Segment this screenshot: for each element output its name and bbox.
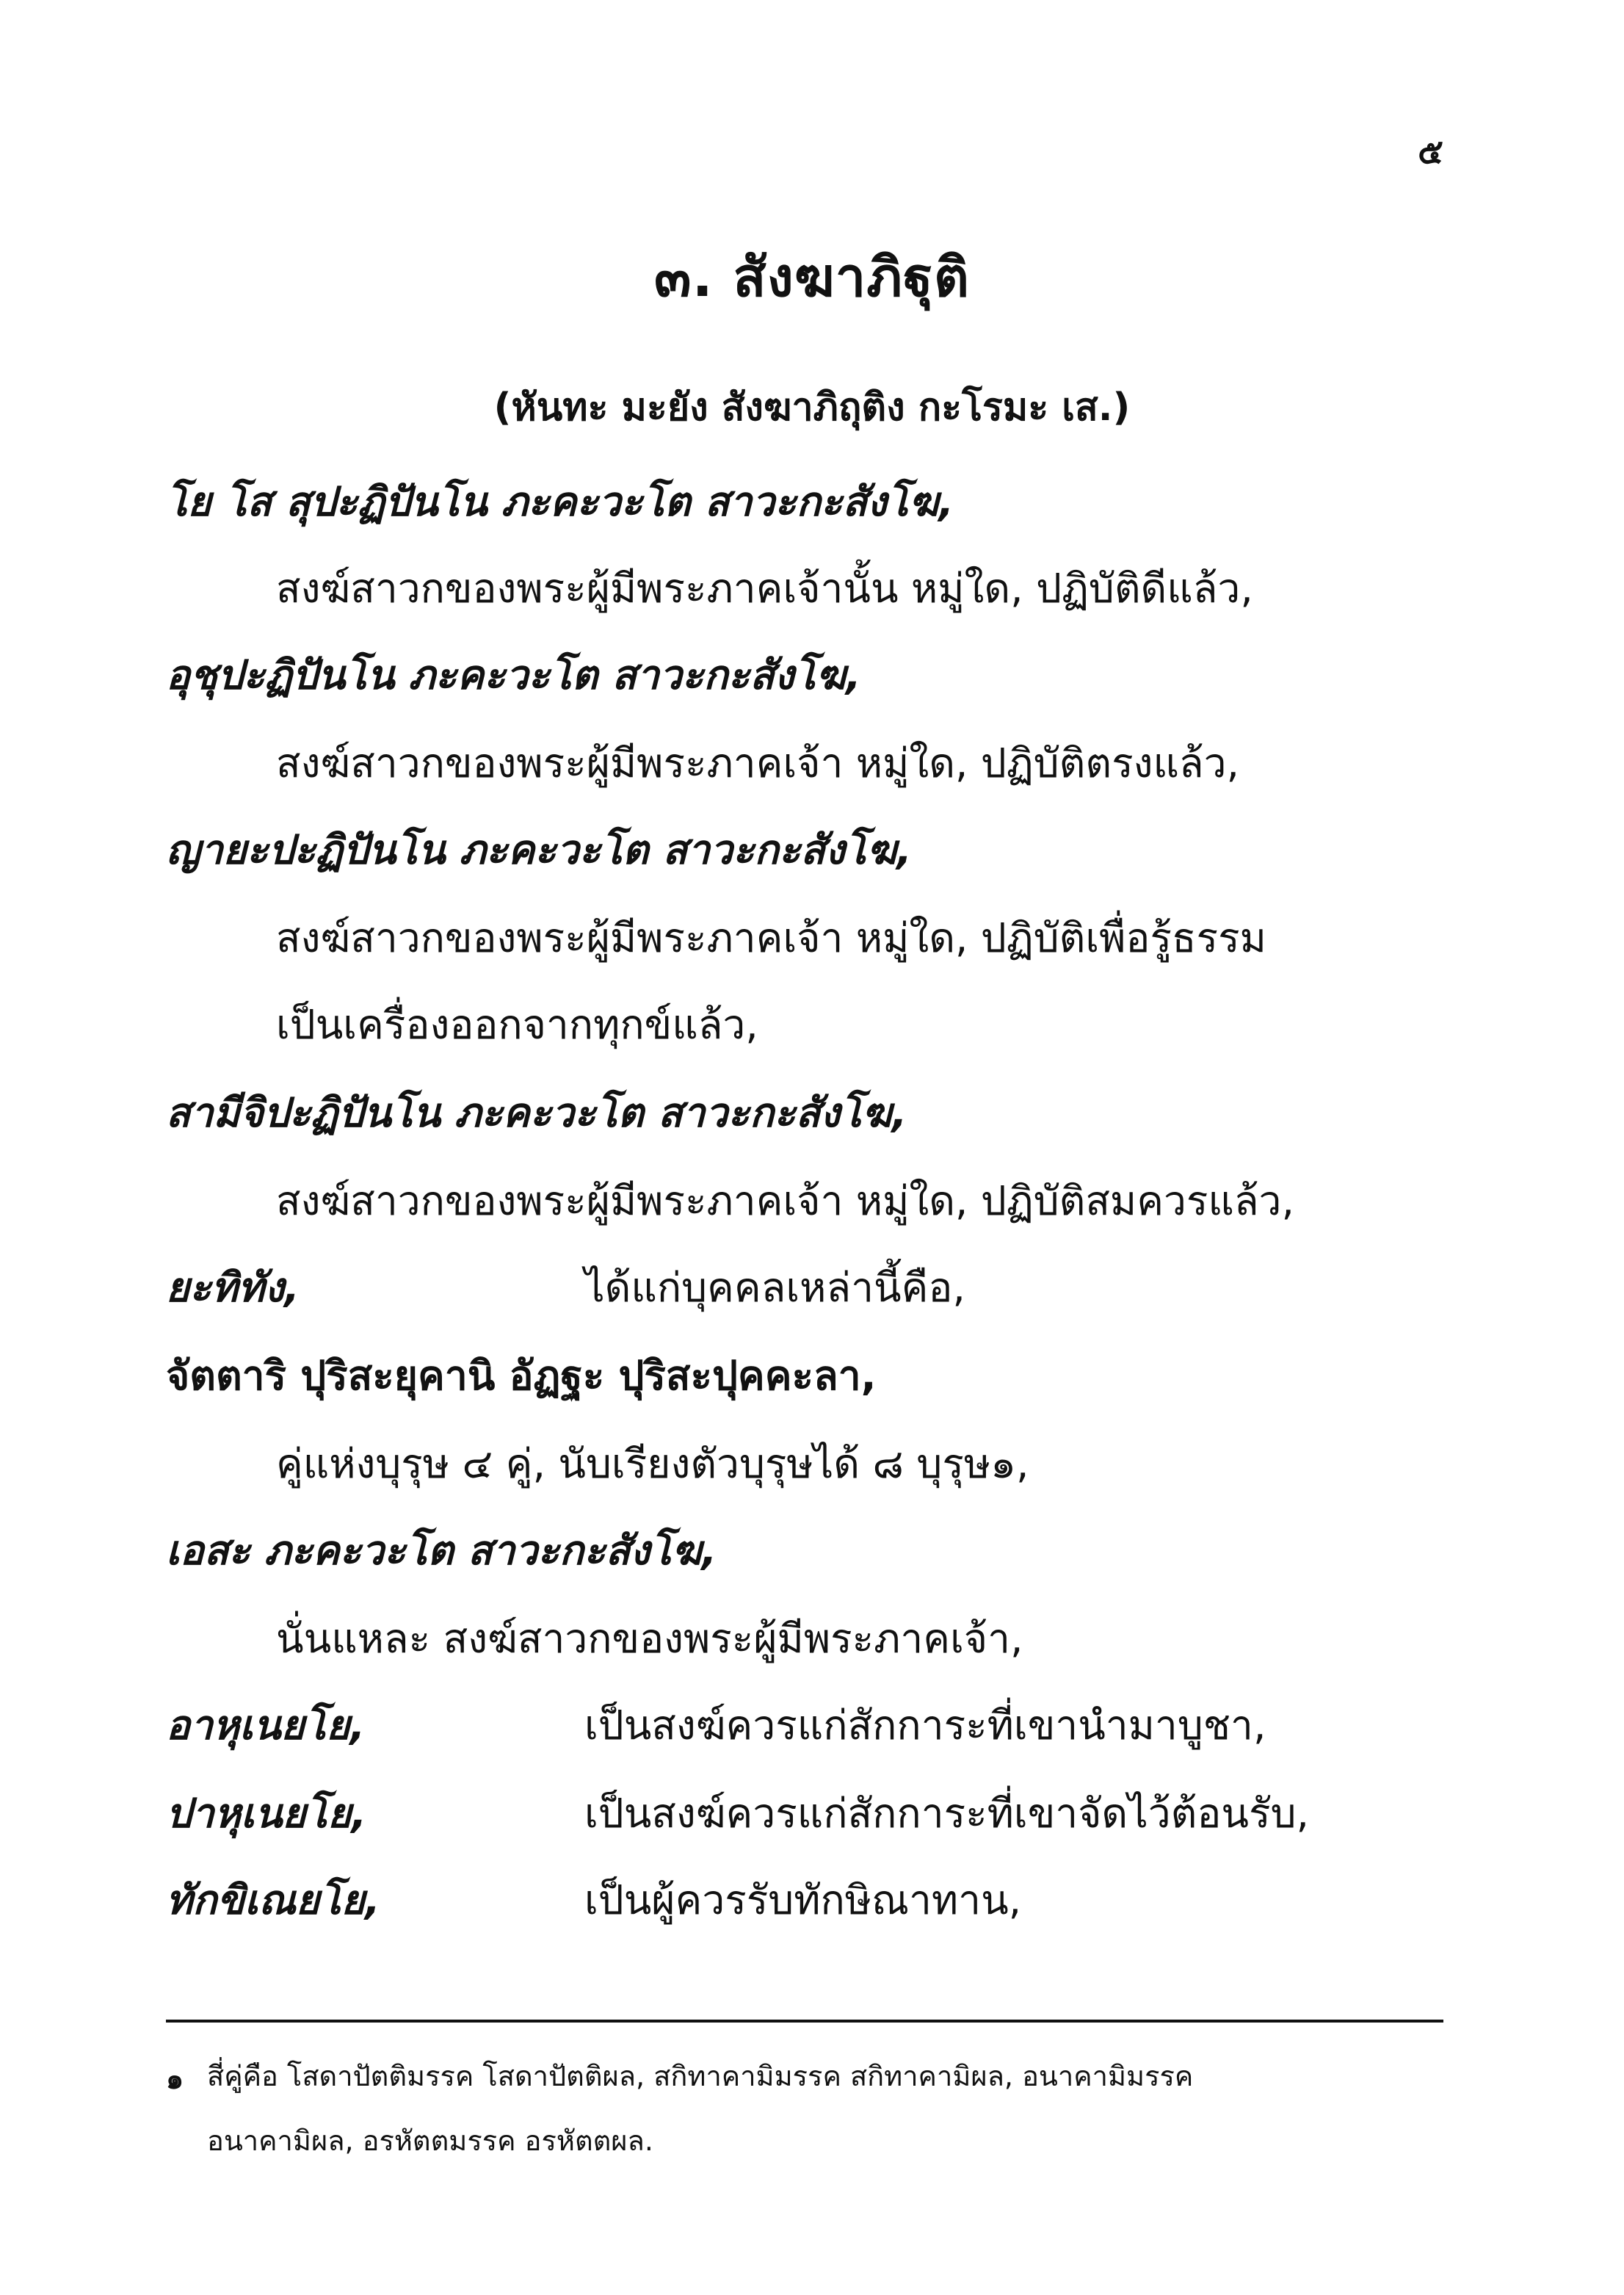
thai-gloss-8: เป็นสงฆ์ควรแก่สักการะที่เขานำมาบูชา, — [584, 1702, 1266, 1749]
verse-row-8 — [166, 1694, 1266, 1757]
verse-row-9 — [166, 1782, 1309, 1846]
footnote-marker: ๑ — [166, 2063, 184, 2095]
pali-verse-1: โย โส สุปะฏิปันโน ภะคะวะโต สาวะกะสังโฆ, — [166, 478, 954, 525]
pali-verse-6: จัตตาริ ปุริสะยุคานิ อัฏฐะ ปุริสะปุคคะลา, — [166, 1352, 877, 1399]
footnote-divider — [166, 2020, 1443, 2023]
thai-translation-7: นั่นแหละ สงฆ์สาวกของพระผู้มีพระภาคเจ้า, — [276, 1615, 1023, 1662]
thai-translation-2: สงฆ์สาวกของพระผู้มีพระภาคเจ้า หมู่ใด, ปฏิบัติตรงแล้ว, — [276, 740, 1239, 787]
footnote-line-1: สี่คู่คือ โสดาปัตติมรรค โสดาปัตติผล, สกิทาคามิมรรค สกิทาคามิผล, อนาคามิมรรค — [207, 2060, 1194, 2092]
thai-gloss-10: เป็นผู้ควรรับทักษิณาทาน, — [584, 1876, 1022, 1923]
thai-gloss-5: ได้แก่บุคคลเหล่านี้คือ, — [584, 1264, 965, 1311]
chant-invitation: (หันทะ มะยัง สังฆาภิถุติง กะโรมะ เส.) — [493, 386, 1131, 430]
pali-verse-7: เอสะ ภะคะวะโต สาวะกะสังโฆ, — [166, 1527, 717, 1574]
pali-term-8: อาหุเนยโย, — [166, 1702, 366, 1749]
thai-translation-3b: เป็นเครื่องออกจากทุกข์แล้ว, — [276, 1001, 758, 1048]
thai-translation-6: คู่แห่งบุรุษ ๔ คู่, นับเรียงตัวบุรุษได้ ๘ บุรุษ๑, — [276, 1440, 1029, 1487]
pali-term-10: ทักขิเณยโย, — [166, 1876, 380, 1923]
verse-row-10 — [166, 1868, 1021, 1932]
verse-row-5 — [166, 1256, 965, 1320]
pali-verse-4: สามีจิปะฏิปันโน ภะคะวะโต สาวะกะสังโฆ, — [166, 1089, 907, 1136]
footnote-line-2: อนาคามิผล, อรหัตตมรรค อรหัตตผล. — [207, 2125, 653, 2157]
thai-gloss-9: เป็นสงฆ์ควรแก่สักการะที่เขาจัดไว้ต้อนรับ, — [584, 1790, 1309, 1837]
pali-verse-3: ญายะปะฏิปันโน ภะคะวะโต สาวะกะสังโฆ, — [166, 826, 913, 873]
pali-term-9: ปาหุเนยโย, — [166, 1790, 367, 1837]
pali-verse-2: อุชุปะฏิปันโน ภะคะวะโต สาวะกะสังโฆ, — [166, 651, 861, 698]
thai-translation-4: สงฆ์สาวกของพระผู้มีพระภาคเจ้า หมู่ใด, ปฏิบัติสมควรแล้ว, — [276, 1177, 1294, 1224]
page-number: ๕ — [1418, 131, 1443, 171]
thai-translation-1: สงฆ์สาวกของพระผู้มีพระภาคเจ้านั้น หมู่ใด, ปฏิบัติดีแล้ว, — [276, 565, 1253, 612]
page-title: ๓. สังฆาภิฐุติ — [654, 246, 970, 309]
pali-term-5: ยะทิทัง, — [166, 1264, 300, 1311]
thai-translation-3a: สงฆ์สาวกของพระผู้มีพระภาคเจ้า หมู่ใด, ปฏิบัติเพื่อรู้ธรรม — [276, 914, 1266, 961]
